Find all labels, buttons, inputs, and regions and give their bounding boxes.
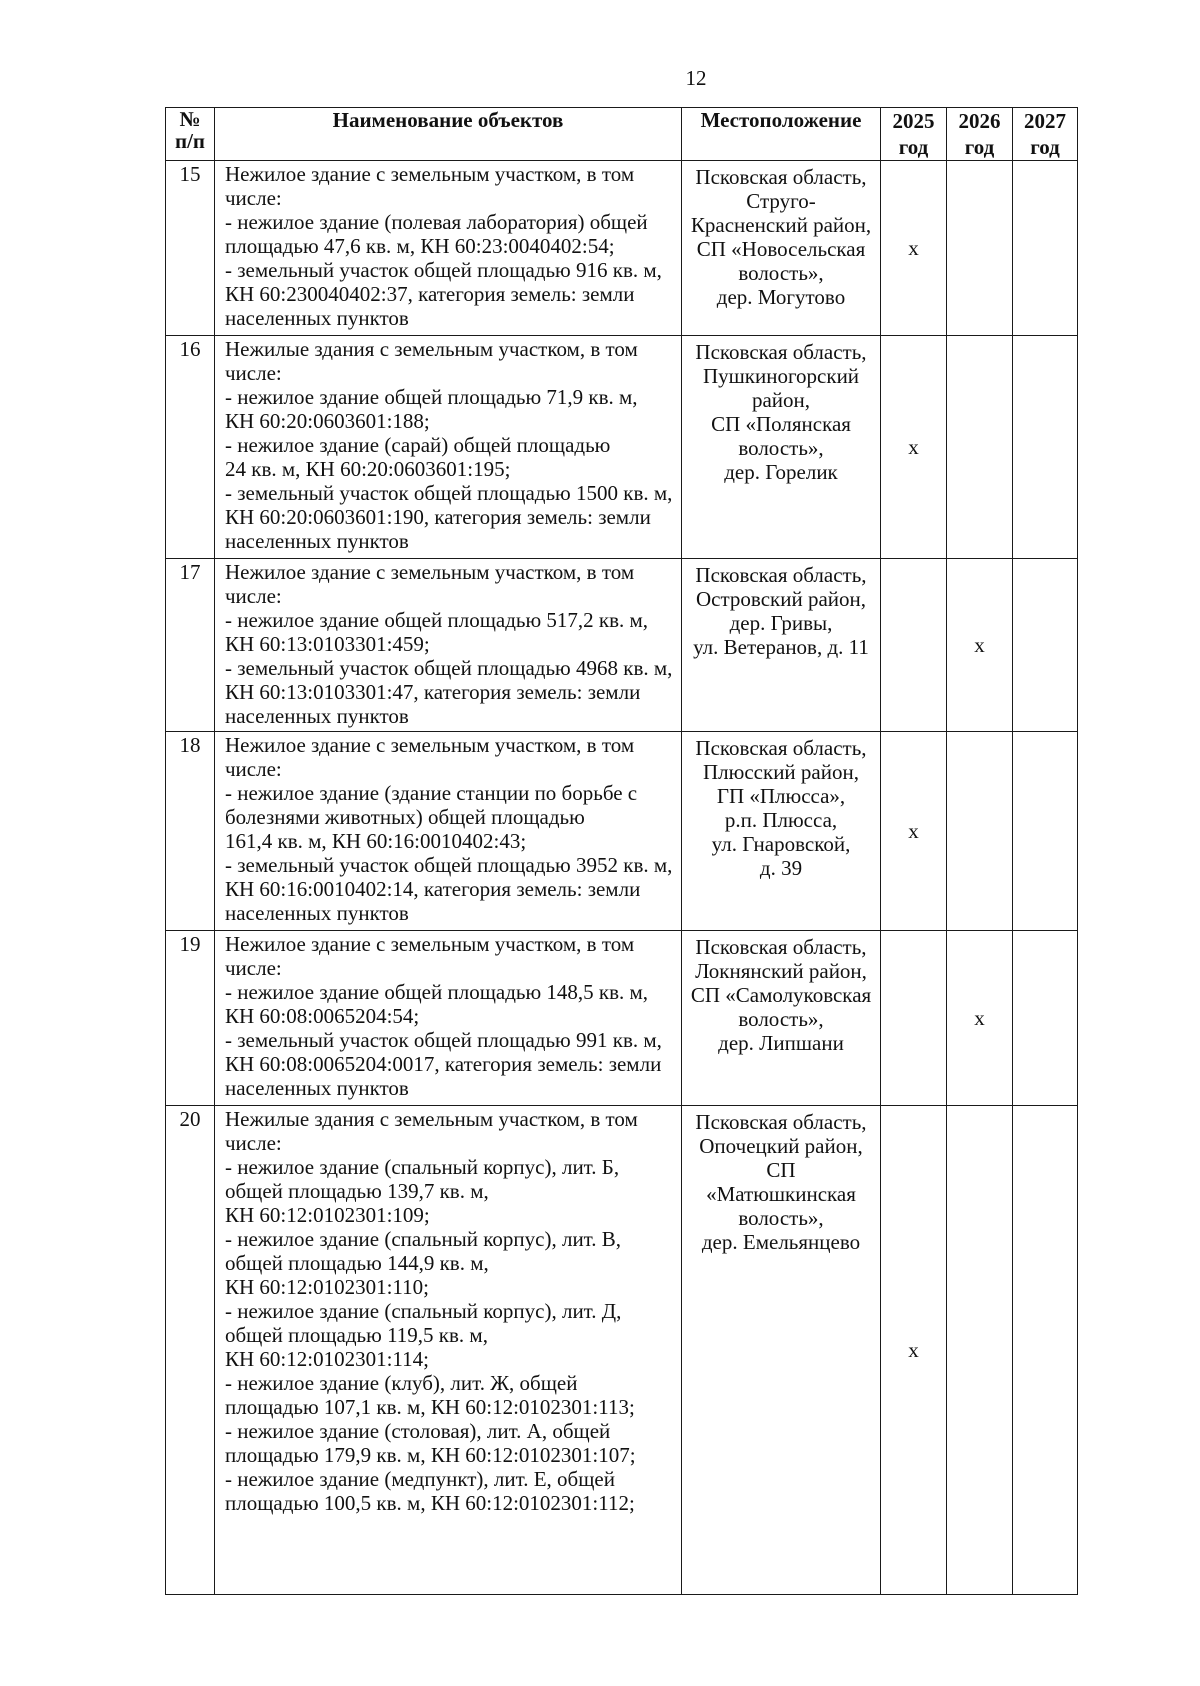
year-mark-2026: [947, 1106, 1013, 1595]
year-mark-2027: [1013, 559, 1078, 732]
description-line: КН 60:08:0065204:54;: [225, 1004, 420, 1028]
object-description: [215, 161, 682, 336]
description-line: Нежилое здание с земельным участком, в том: [225, 162, 635, 186]
year-mark-2026: [947, 336, 1013, 559]
header-year-unit: год: [964, 135, 995, 159]
location-line: Красненский район,: [690, 213, 872, 237]
location-line: ул. Ветеранов, д. 11: [693, 635, 869, 659]
location-line: СП «Полянская: [711, 412, 851, 436]
year-mark-2026: x: [947, 931, 1013, 1106]
object-location: [682, 732, 881, 931]
objects-table: [165, 107, 1078, 1595]
location-line: Островский район,: [695, 587, 866, 611]
description-line: - земельный участок общей площадью 1500 кв. м,: [225, 481, 673, 505]
object-location: [682, 931, 881, 1106]
year-mark-2027: [1013, 732, 1078, 931]
location-line: СП «Новосельская: [696, 237, 866, 261]
description-line: числе:: [225, 956, 282, 980]
header-row: [166, 108, 1078, 161]
location-line: дер. Гривы,: [729, 611, 833, 635]
header-location: Местоположение: [682, 108, 881, 161]
object-location: [682, 336, 881, 559]
location-line: дер. Горелик: [724, 460, 838, 484]
description-line: КН 60:08:0065204:0017, категория земель: земли: [225, 1052, 662, 1076]
header-num-line: №: [179, 107, 201, 131]
description-line: - нежилое здание (медпункт), лит. Е, общей: [225, 1467, 615, 1491]
description-line: населенных пунктов: [225, 901, 409, 925]
table-row: [166, 1106, 1078, 1595]
description-line: КН 60:12:0102301:114;: [225, 1347, 429, 1371]
location-line: ул. Гнаровской,: [711, 832, 851, 856]
object-description: [215, 931, 682, 1106]
description-line: общей площадью 139,7 кв. м,: [225, 1179, 489, 1203]
location-line: СП «Самолуковская: [690, 983, 872, 1007]
row-number: 15: [166, 161, 215, 336]
location-line: СП: [766, 1158, 796, 1182]
description-line: числе:: [225, 584, 282, 608]
description-line: КН 60:12:0102301:109;: [225, 1203, 430, 1227]
row-number: 19: [166, 931, 215, 1106]
object-description: [215, 336, 682, 559]
year-mark-2025: x: [881, 336, 947, 559]
object-description: [215, 559, 682, 732]
location-line: Псковская область,: [695, 935, 867, 959]
object-description: [215, 732, 682, 931]
location-line: Псковская область,: [695, 736, 867, 760]
location-line: дер. Емельянцево: [701, 1230, 861, 1254]
year-mark-2026: [947, 161, 1013, 336]
description-line: КН 60:20:0603601:188;: [225, 409, 430, 433]
description-line: площадью 47,6 кв. м, КН 60:23:0040402:54;: [225, 234, 615, 258]
location-line: Струго-: [746, 189, 816, 213]
year-mark-2025: [881, 931, 947, 1106]
location-line: Плюсский район,: [703, 760, 859, 784]
description-line: - нежилое здание (сарай) общей площадью: [225, 433, 611, 457]
location-line: Опочецкий район,: [699, 1134, 863, 1158]
description-line: населенных пунктов: [225, 1076, 409, 1100]
header-year-2025: [881, 108, 947, 161]
year-mark-2025: x: [881, 161, 947, 336]
description-line: - земельный участок общей площадью 991 кв. м,: [225, 1028, 662, 1052]
location-line: р.п. Плюсса,: [724, 808, 838, 832]
location-line: район,: [751, 388, 811, 412]
location-line: волость»,: [738, 1007, 824, 1031]
table-row: [166, 732, 1078, 931]
year-mark-2027: [1013, 161, 1078, 336]
description-line: площадью 107,1 кв. м, КН 60:12:0102301:113;: [225, 1395, 635, 1419]
year-mark-2026: x: [947, 559, 1013, 732]
location-line: Локнянский район,: [695, 959, 867, 983]
row-number: 18: [166, 732, 215, 931]
location-line: волость»,: [738, 261, 824, 285]
description-line: - нежилое здание общей площадью 71,9 кв. м,: [225, 385, 638, 409]
table-body: [166, 161, 1078, 1595]
description-line: - нежилое здание (спальный корпус), лит. В,: [225, 1227, 622, 1251]
location-line: «Матюшкинская: [706, 1182, 856, 1206]
description-line: площадью 100,5 кв. м, КН 60:12:0102301:112;: [225, 1491, 635, 1515]
page-number: 12: [685, 66, 707, 90]
year-mark-2025: x: [881, 732, 947, 931]
description-line: общей площадью 144,9 кв. м,: [225, 1251, 489, 1275]
table-row: [166, 931, 1078, 1106]
row-number: 17: [166, 559, 215, 732]
description-line: населенных пунктов: [225, 529, 409, 553]
year-mark-2027: [1013, 336, 1078, 559]
location-line: Псковская область,: [695, 1110, 867, 1134]
location-line: дер. Могутово: [716, 285, 846, 309]
description-line: - нежилое здание (полевая лаборатория) общей: [225, 210, 648, 234]
location-line: ГП «Плюсса»,: [716, 784, 846, 808]
table-row: [166, 336, 1078, 559]
description-line: - земельный участок общей площадью 4968 кв. м,: [225, 656, 673, 680]
description-line: - земельный участок общей площадью 3952 кв. м,: [225, 853, 673, 877]
description-line: КН 60:230040402:37, категория земель: земли: [225, 282, 635, 306]
location-line: дер. Липшани: [718, 1031, 844, 1055]
description-line: КН 60:20:0603601:190, категория земель: земли: [225, 505, 651, 529]
description-line: - нежилое здание (спальный корпус), лит. Б,: [225, 1155, 620, 1179]
location-line: Псковская область,: [695, 340, 867, 364]
description-line: общей площадью 119,5 кв. м,: [225, 1323, 488, 1347]
year-mark-2025: x: [881, 1106, 947, 1595]
description-line: числе:: [225, 361, 282, 385]
header-name: Наименование объектов: [215, 108, 682, 161]
description-line: - нежилое здание общей площадью 148,5 кв. м,: [225, 980, 649, 1004]
header-year-2027: [1013, 108, 1078, 161]
description-line: - нежилое здание (спальный корпус), лит. Д,: [225, 1299, 622, 1323]
description-line: болезнями животных) общей площадью: [225, 805, 585, 829]
description-line: числе:: [225, 757, 282, 781]
location-line: волость»,: [738, 436, 824, 460]
table-row: [166, 559, 1078, 732]
object-description: [215, 1106, 682, 1595]
header-year-value: 2026: [958, 109, 1001, 133]
description-line: площадью 179,9 кв. м, КН 60:12:0102301:107;: [225, 1443, 636, 1467]
header-year-unit: год: [898, 135, 929, 159]
location-line: волость»,: [738, 1206, 824, 1230]
year-mark-2027: [1013, 931, 1078, 1106]
description-line: Нежилые здания с земельным участком, в том: [225, 337, 638, 361]
description-line: числе:: [225, 1131, 282, 1155]
description-line: КН 60:13:0103301:47, категория земель: земли: [225, 680, 641, 704]
year-mark-2026: [947, 732, 1013, 931]
description-line: Нежилое здание с земельным участком, в том: [225, 560, 635, 584]
header-year-2026: [947, 108, 1013, 161]
description-line: - нежилое здание (здание станции по борьбе с: [225, 781, 638, 805]
description-line: Нежилые здания с земельным участком, в том: [225, 1107, 638, 1131]
year-mark-2027: [1013, 1106, 1078, 1595]
description-line: населенных пунктов: [225, 704, 409, 728]
location-line: Псковская область,: [695, 165, 867, 189]
location-line: Пушкиногорский: [702, 364, 860, 388]
description-line: - нежилое здание общей площадью 517,2 кв. м,: [225, 608, 649, 632]
description-line: 161,4 кв. м, КН 60:16:0010402:43;: [225, 829, 527, 853]
description-line: Нежилое здание с земельным участком, в том: [225, 932, 635, 956]
location-line: д. 39: [759, 856, 803, 880]
object-location: [682, 559, 881, 732]
header-num-line: п/п: [174, 129, 206, 153]
description-line: числе:: [225, 186, 282, 210]
header-year-value: 2027: [1024, 109, 1066, 133]
header-year-unit: год: [1030, 135, 1060, 159]
object-location: [682, 161, 881, 336]
table-row: [166, 161, 1078, 336]
description-line: - земельный участок общей площадью 916 кв. м,: [225, 258, 662, 282]
header-num: [166, 108, 215, 161]
row-number: 20: [166, 1106, 215, 1595]
year-mark-2025: [881, 559, 947, 732]
row-number: 16: [166, 336, 215, 559]
header-year-value: 2025: [892, 109, 935, 133]
description-line: - нежилое здание (клуб), лит. Ж, общей: [225, 1371, 578, 1395]
object-location: [682, 1106, 881, 1595]
description-line: КН 60:12:0102301:110;: [225, 1275, 429, 1299]
description-line: населенных пунктов: [225, 306, 409, 330]
location-line: Псковская область,: [695, 563, 867, 587]
description-line: 24 кв. м, КН 60:20:0603601:195;: [225, 457, 511, 481]
description-line: КН 60:13:0103301:459;: [225, 632, 430, 656]
description-line: Нежилое здание с земельным участком, в том: [225, 733, 635, 757]
description-line: КН 60:16:0010402:14, категория земель: земли: [225, 877, 641, 901]
description-line: - нежилое здание (столовая), лит. А, общей: [225, 1419, 611, 1443]
